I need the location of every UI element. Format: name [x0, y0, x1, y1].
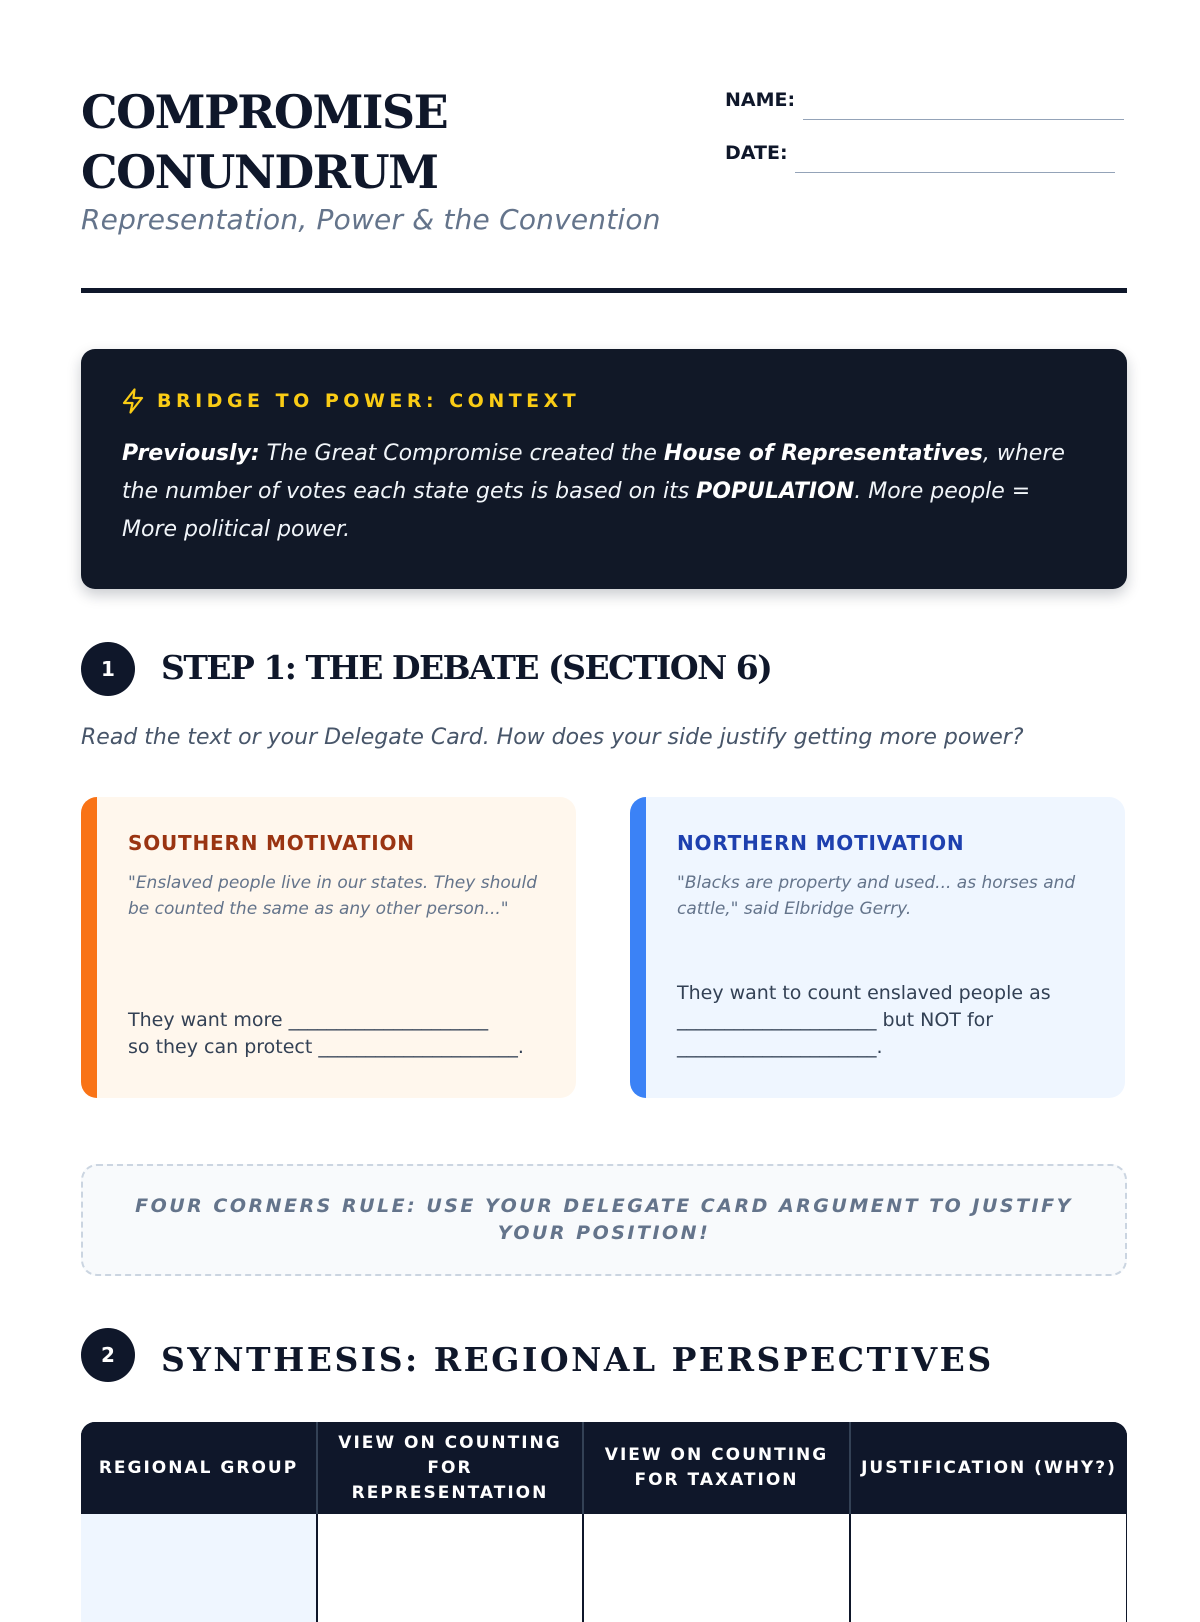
justification-cell[interactable] — [850, 1514, 1127, 1622]
card-accent-bar — [81, 797, 97, 1098]
context-title: BRIDGE TO POWER: CONTEXT — [157, 390, 581, 412]
date-field[interactable] — [795, 172, 1115, 173]
context-emphasis-population: POPULATION — [696, 479, 855, 504]
title-line-1: COMPROMISE — [81, 85, 448, 139]
header-divider — [81, 288, 1127, 293]
representation-cell[interactable] — [317, 1514, 583, 1622]
northern-motivation-card — [630, 797, 1125, 1098]
column-header-regional-group: REGIONAL GROUP — [81, 1422, 317, 1514]
regional-group-cell[interactable] — [81, 1514, 317, 1622]
context-emphasis-house: House of Representatives — [663, 441, 983, 466]
context-text-part: The Great Compromise created the — [259, 441, 664, 466]
southern-motivation-card — [81, 797, 576, 1098]
step-2-badge: 2 — [81, 1328, 135, 1382]
four-corners-rule-box — [81, 1164, 1127, 1276]
card-accent-bar — [630, 797, 646, 1098]
northern-blank-1[interactable]: _____________________ — [677, 1009, 877, 1031]
step-1-instruction: Read the text or your Delegate Card. How does your side justify getting more power? — [81, 725, 1024, 750]
prompt-text: They want to count enslaved people as — [677, 982, 1051, 1004]
context-header — [121, 388, 580, 414]
southern-blank-2[interactable]: _____________________. — [318, 1036, 524, 1058]
context-text-part: , where the number of votes each state gets is based on its — [122, 441, 1065, 504]
southern-card-title: SOUTHERN MOTIVATION — [128, 831, 415, 855]
context-lead: Previously: — [122, 441, 260, 466]
lightning-bolt-icon — [121, 388, 145, 414]
name-field[interactable] — [803, 119, 1124, 120]
prompt-text: so they can protect — [128, 1036, 319, 1058]
table-header-row — [81, 1422, 1127, 1514]
prompt-text: They want more — [128, 1009, 289, 1031]
column-header-representation: VIEW ON COUNTING FOR REPRESENTATION — [317, 1422, 583, 1514]
page-title — [81, 82, 641, 202]
northern-card-prompt — [677, 980, 1117, 1061]
column-header-justification: JUSTIFICATION (WHY?) — [850, 1422, 1127, 1514]
northern-blank-2[interactable]: _____________________. — [677, 1036, 883, 1058]
prompt-text: but NOT for — [876, 1009, 994, 1031]
four-corners-rule-text: FOUR CORNERS RULE: USE YOUR DELEGATE CARD ARGUMENT TO JUSTIFY YOUR POSITION! — [135, 1195, 1073, 1244]
taxation-cell[interactable] — [583, 1514, 850, 1622]
southern-card-prompt — [128, 1007, 568, 1061]
southern-blank-1[interactable]: _____________________ — [288, 1009, 489, 1031]
step-2-title: SYNTHESIS: REGIONAL PERSPECTIVES — [161, 1340, 994, 1379]
page-subtitle: Representation, Power & the Convention — [81, 203, 661, 236]
step-1-title: STEP 1: THE DEBATE (SECTION 6) — [161, 648, 772, 687]
step-1-badge: 1 — [81, 642, 135, 696]
southern-card-quote: "Enslaved people live in our states. They should be counted the same as any other person..." — [128, 873, 538, 919]
context-text-part: . More people = More political power. — [122, 479, 1031, 542]
context-box — [81, 349, 1127, 589]
column-header-taxation: VIEW ON COUNTING FOR TAXATION — [583, 1422, 850, 1514]
date-label: DATE: — [725, 142, 788, 164]
northern-card-quote: "Blacks are property and used... as horses and cattle," said Elbridge Gerry. — [677, 873, 1076, 919]
table-row — [81, 1514, 1127, 1622]
northern-card-title: NORTHERN MOTIVATION — [677, 831, 965, 855]
title-line-2: CONUNDRUM — [81, 145, 438, 199]
regional-perspectives-table — [81, 1422, 1127, 1622]
context-text — [122, 435, 1092, 549]
name-label: NAME: — [725, 89, 796, 111]
